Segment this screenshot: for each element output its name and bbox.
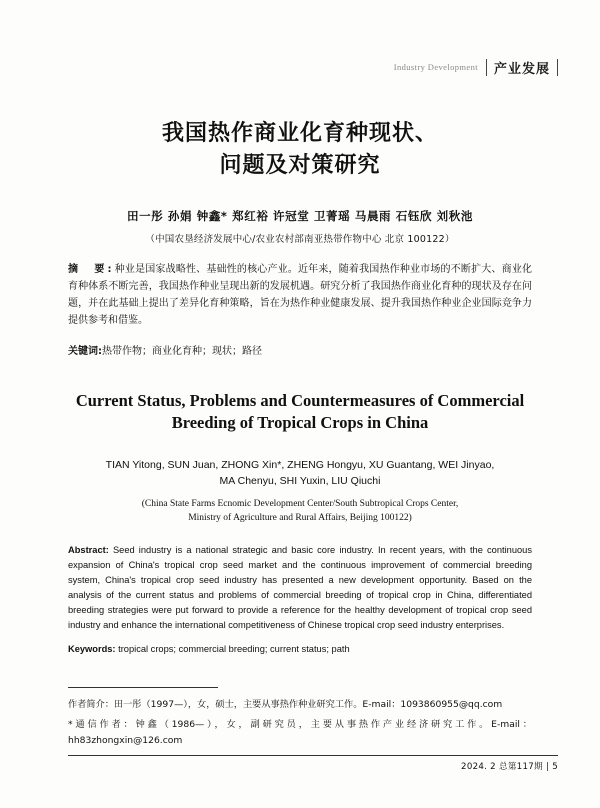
chinese-keywords-text: 热带作物；商业化育种；现状；路径 [102, 345, 262, 357]
english-title: Current Status, Problems and Countermeasures of Commercial Breeding of Tropical Crops in China [75, 390, 525, 433]
chinese-affiliation: （中国农垦经济发展中心/农业农村部南亚热带作物中心 北京 100122） [145, 233, 455, 245]
english-affiliation [60, 497, 540, 526]
english-abstract [68, 543, 532, 633]
english-authors [60, 457, 540, 490]
running-header [394, 56, 558, 78]
chinese-title-line-1: 我国热作商业化育种现状、 [161, 121, 438, 146]
header-divider-left [486, 59, 487, 76]
english-keywords-text: tropical crops; commercial breeding; current status; path [118, 644, 350, 655]
header-chinese-label: 产业发展 [493, 61, 550, 77]
english-affiliation-line-1: (China State Farms Ecnomic Development Center/South Subtropical Crops Center, [141, 498, 459, 509]
english-keywords [68, 642, 532, 657]
page-footer [68, 755, 558, 772]
chinese-keywords-label: 关键词: [68, 345, 102, 357]
english-abstract-text: Seed industry is a national strategic and basic core industry. In recent years, with the continuous expansion of China's tropical crop seed market and the continuous improvement of commercial breeding system, China's tropical crop seed industry has presented a new development opportunity. Based on the analysis of the current status and problems of commercial breeding of tropical crop in China, differentiated breeding strategies were put forward to provide a reference for the healthy development of tropical crop seed industry and enhance the international competitiveness of Chinese tropical crop seed industry enterprises. [68, 545, 532, 631]
chinese-title-line-2: 问题及对策研究 [219, 152, 381, 178]
footnote-author-bio: 作者简介：田一彤（1997—），女，硕士，主要从事热作种业研究工作。E-mail：1093860955@qq.com [68, 699, 503, 711]
english-abstract-label: Abstract: [68, 545, 109, 556]
english-authors-line-1: TIAN Yitong, SUN Juan, ZHONG Xin*, ZHENG Hongyu, XU Guantang, WEI Jinyao, [105, 459, 495, 472]
chinese-abstract-label: 摘 要: [68, 263, 115, 275]
chinese-authors: 田一彤 孙娟 钟鑫* 郑红裕 许冠堂 卫菁瑶 马晨雨 石钰欣 刘秋池 [127, 208, 473, 223]
header-english-label: Industry Development [393, 62, 478, 72]
footer-divider [68, 755, 558, 756]
english-affiliation-line-2: Ministry of Agriculture and Rural Affairs, Beijing 100122) [188, 512, 412, 523]
chinese-title [0, 0, 600, 182]
footer-issue-and-page: 2024. 2 总第117期 | 5 [461, 762, 558, 772]
footnote-corresponding-author: *通信作者：钟鑫（1986—），女，副研究员，主要从事热作产业经济研究工作。E-mail：hh83zhongxin@126.com [68, 718, 532, 746]
chinese-abstract [68, 261, 532, 330]
footnote-divider [68, 687, 218, 688]
chinese-keywords [68, 343, 532, 360]
chinese-abstract-text: 种业是国家战略性、基础性的核心产业。近年来，随着我国热作种业市场的不断扩大、商业化育种体系不断完善，我国热作种业呈现出新的发展机遇。研究分析了我国热作商业化育种的现状及存在问题，并在此基础上提出了差异化育种策略，旨在为热作种业健康发展、提升我国热作种业企业国际竞争力提供参考和借鉴。 [68, 263, 533, 327]
english-keywords-label: Keywords: [68, 644, 116, 655]
english-authors-line-2: MA Chenyu, SHI Yuxin, LIU Qiuchi [219, 475, 381, 488]
header-divider-right [557, 59, 558, 76]
footnote-block [68, 697, 532, 749]
